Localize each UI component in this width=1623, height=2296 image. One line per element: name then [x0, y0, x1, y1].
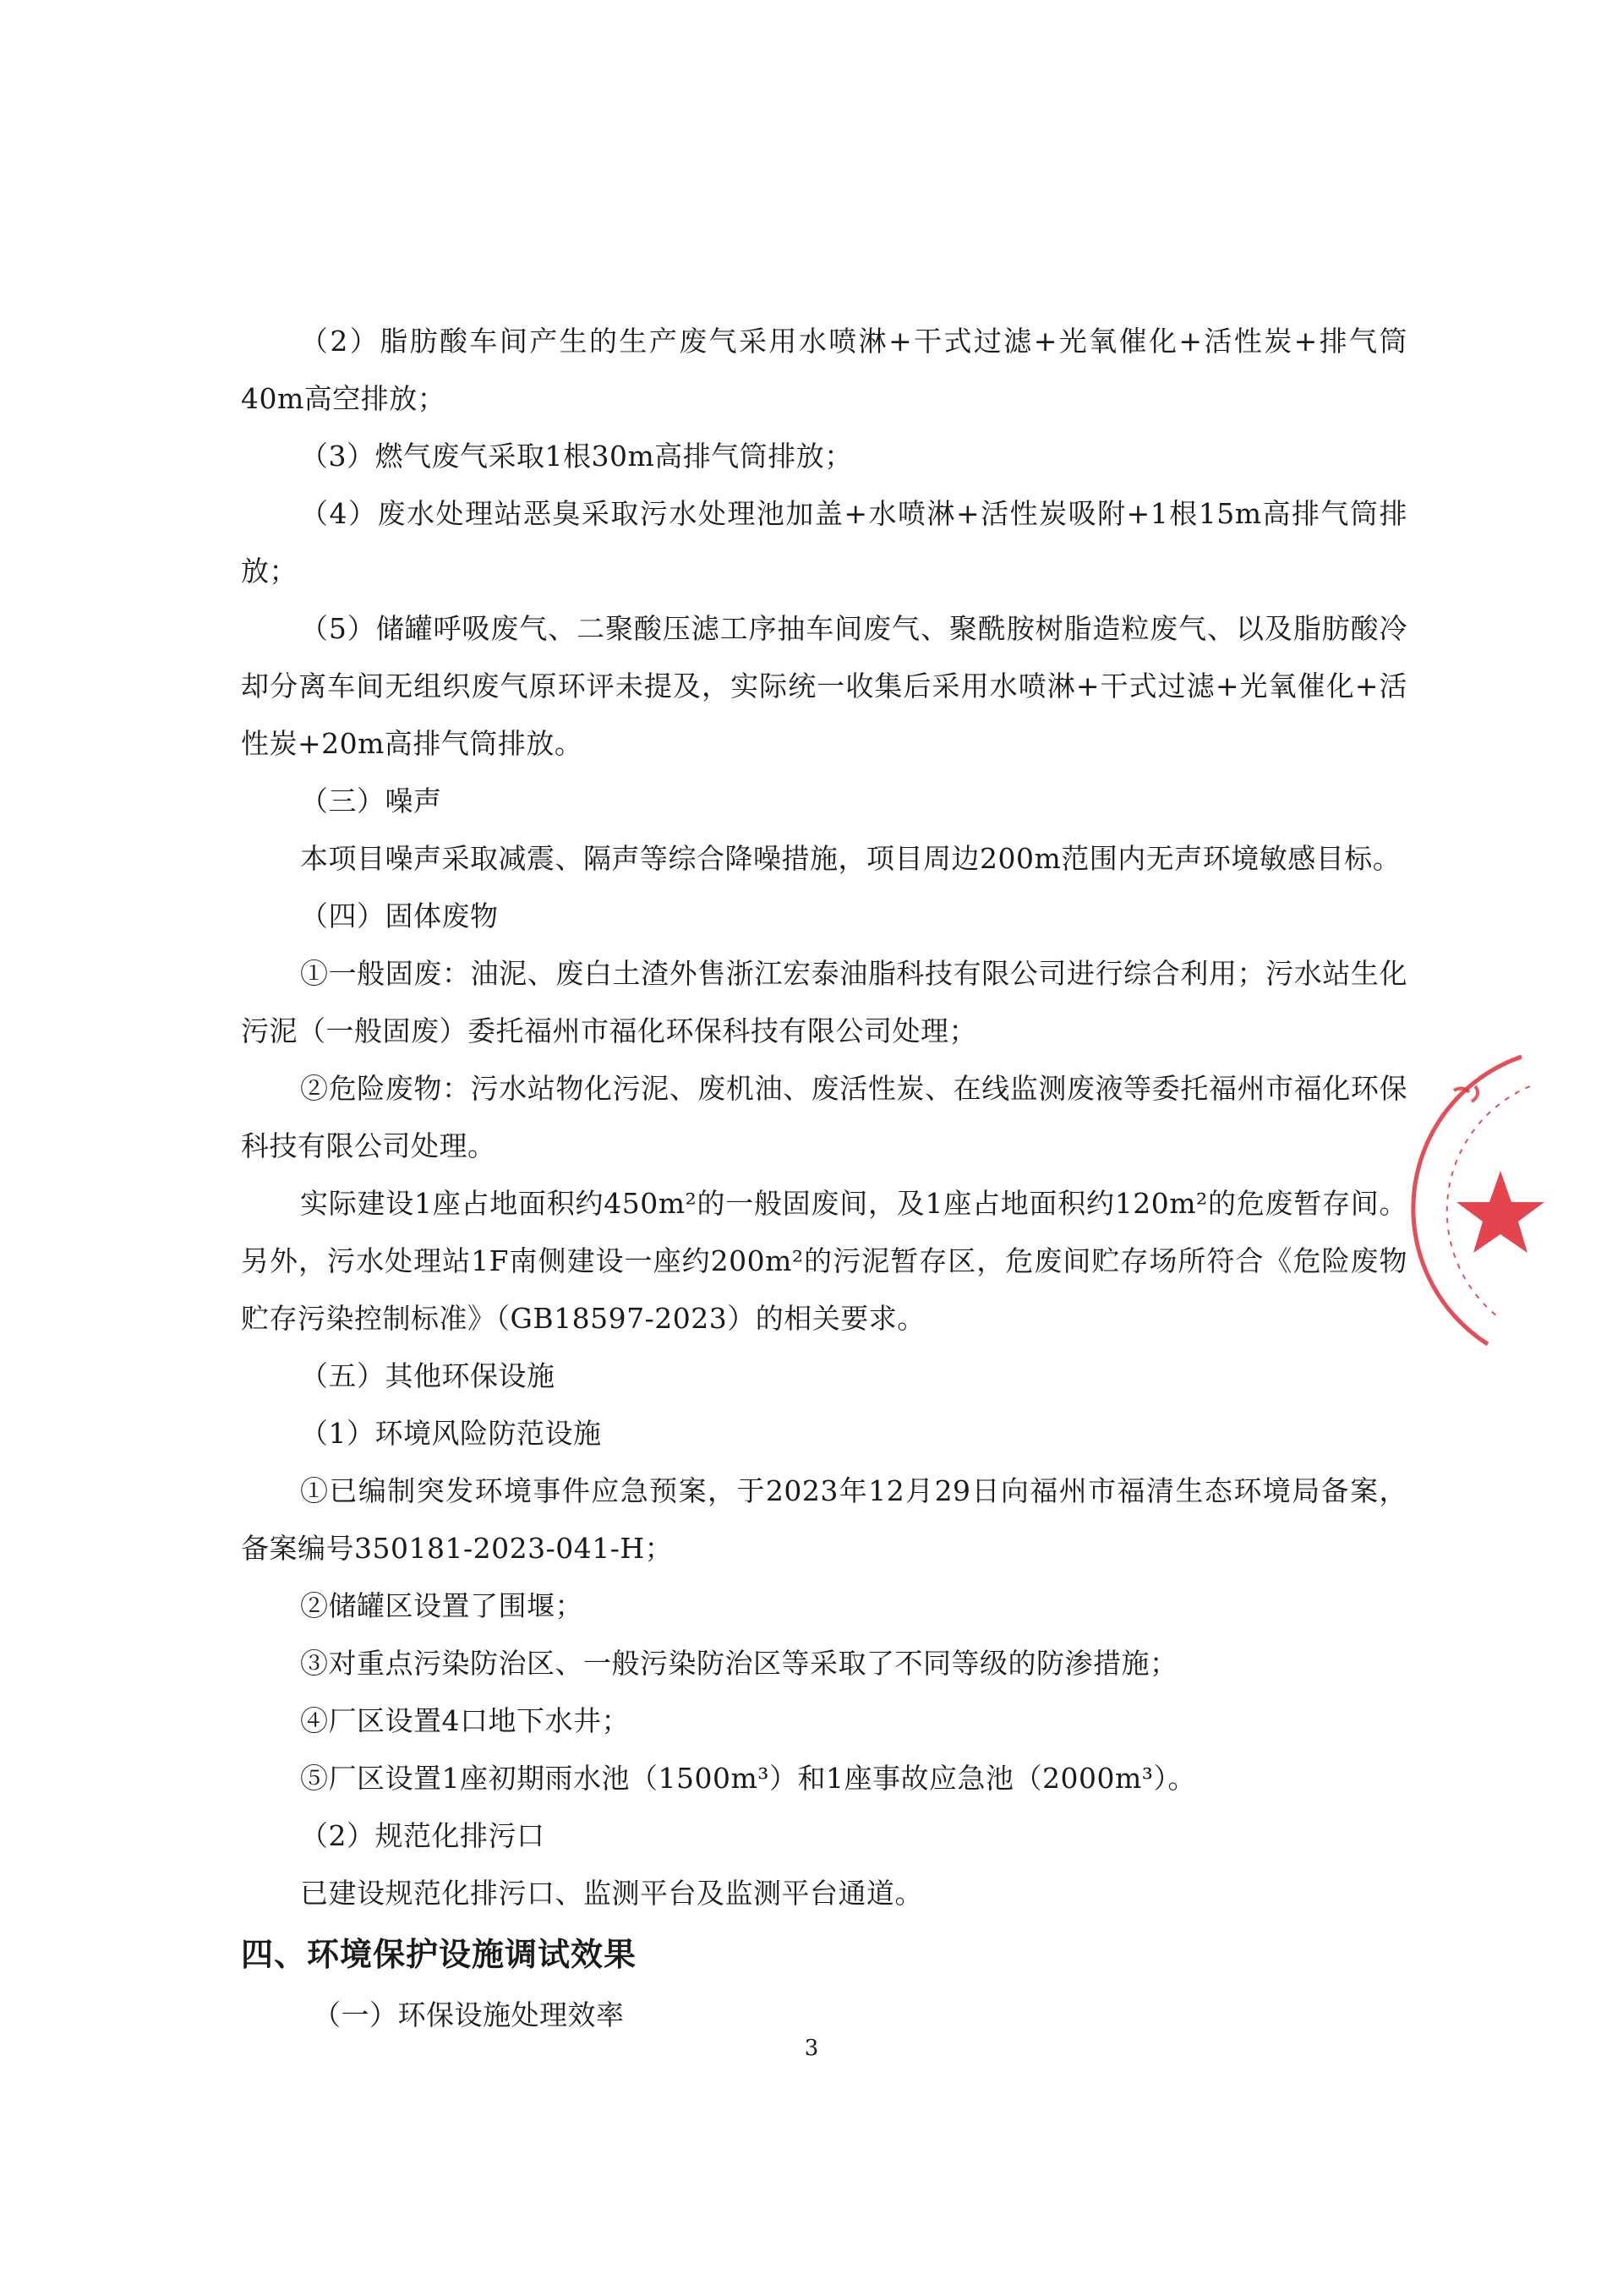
paragraph: ②危险废物：污水站物化污泥、废机油、废活性炭、在线监测废液等委托福州市福化环保科技有限公司处理。: [241, 1072, 1407, 1162]
paragraph: ①一般固废：油泥、废白土渣外售浙江宏泰油脂科技有限公司进行综合利用；污水站生化污泥（一般固废）委托福州市福化环保科技有限公司处理；: [241, 957, 1407, 1047]
official-seal-icon: [1395, 1040, 1623, 1361]
section-heading: 四、环境保护设施调试效果: [241, 1936, 637, 1973]
paragraph: 已建设规范化排污口、监测平台及监测平台通道。: [300, 1877, 923, 1910]
seal-star-icon: [1456, 1171, 1544, 1253]
subsection-label: （2）规范化排污口: [300, 1819, 545, 1852]
section-label: （四）固体废物: [300, 899, 499, 932]
body-text: [241, 313, 1407, 2044]
paragraph: ①已编制突发环境事件应急预案，于2023年12月29日向福州市福清生态环境局备案，备案编号350181-2023-041-H；: [241, 1474, 1407, 1565]
page-number: 3: [804, 2036, 819, 2061]
paragraph: ②储罐区设置了围堰；: [300, 1589, 583, 1622]
paragraph: 本项目噪声采取减震、隔声等综合降噪措施，项目周边200m范围内无声环境敏感目标。: [300, 842, 1402, 875]
section-label: （五）其他环保设施: [300, 1359, 555, 1392]
paragraph: ⑤厂区设置1座初期雨水池（1500m³）和1座事故应急池（2000m³）。: [300, 1762, 1196, 1795]
section-label: （三）噪声: [300, 784, 442, 817]
sub-heading: （一）环保设施处理效率: [313, 1998, 625, 2031]
paragraph: （4）废水处理站恶臭采取污水处理池加盖+水喷淋+活性炭吸附+1根15m高排气筒排放；: [241, 497, 1407, 588]
paragraph: ③对重点污染防治区、一般污染防治区等采取了不同等级的防渗措施；: [300, 1647, 1178, 1680]
paragraph: （5）储罐呼吸废气、二聚酸压滤工序抽车间废气、聚酰胺树脂造粒废气、以及脂肪酸冷却分离车间无组织废气原环评未提及，实际统一收集后采用水喷淋+干式过滤+光氧催化+活性炭+20m高排气筒排放。: [241, 612, 1407, 760]
subsection-label: （1）环境风险防范设施: [300, 1417, 602, 1450]
paragraph: 实际建设1座占地面积约450m²的一般固废间，及1座占地面积约120m²的危废暂存间。另外，污水处理站1F南侧建设一座约200m²的污泥暂存区，危废间贮存场所符合《危险废物贮存污染控制标准》（GB18597-2023）的相关要求。: [241, 1187, 1407, 1335]
paragraph: ④厂区设置4口地下水井；: [300, 1704, 630, 1737]
paragraph: （3）燃气废气采取1根30m高排气筒排放；: [300, 440, 853, 473]
paragraph: （2）脂肪酸车间产生的生产废气采用水喷淋+干式过滤+光氧催化+活性炭+排气筒40m高空排放；: [241, 325, 1407, 415]
